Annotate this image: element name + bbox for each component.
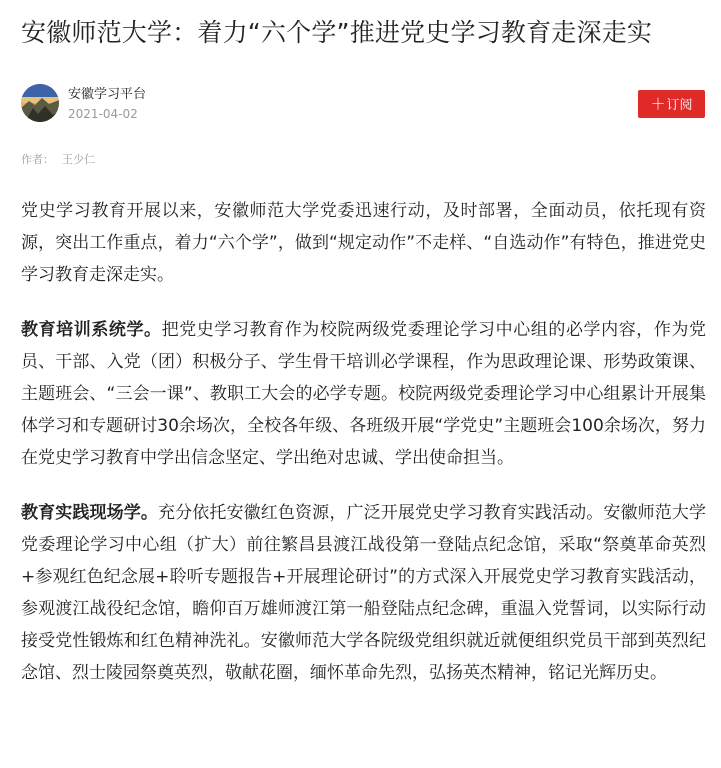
subscribe-label: 订阅	[666, 98, 693, 113]
paragraph-text: 党史学习教育开展以来，安徽师范大学党委迅速行动，及时部署，全面动员，依托现有资源，突出工作重点，着力“六个学”，做到“规定动作”不走样、“自选动作”有特色，推进党史学习教育走深走实。	[21, 201, 706, 285]
article-paragraph	[21, 314, 706, 474]
account-name[interactable]: 安徽学习平台	[68, 87, 147, 102]
author-bar	[21, 84, 705, 124]
account-avatar[interactable]	[21, 84, 59, 122]
article-title: 安徽师范大学：着力“六个学”推进党史学习教育走深走实	[21, 18, 653, 47]
article-paragraph	[21, 195, 706, 291]
byline-author: 王少仁	[62, 153, 95, 166]
paragraph-lead: 教育实践现场学。	[21, 503, 159, 523]
plus-icon: ＋	[650, 95, 666, 113]
paragraph-text: 把党史学习教育作为校院两级党委理论学习中心组的必学内容，作为党员、干部、入党（团）积极分子、学生骨干培训必学课程，作为思政理论课、形势政策课、主题班会、“三会一课”、教职工大会的必学专题。校院两级党委理论学习中心组累计开展集体学习和专题研讨30余场次，全校各年级、各班级开展“学党史”主题班会100余场次，努力在党史学习教育中学出信念坚定、学出绝对忠诚、学出使命担当。	[21, 320, 707, 468]
article-paragraph	[21, 497, 706, 689]
subscribe-button[interactable]	[638, 90, 705, 118]
avatar-landscape-image	[21, 84, 59, 122]
byline	[21, 152, 95, 168]
paragraph-lead: 教育培训系统学。	[21, 320, 162, 340]
publish-date: 2021-04-02	[68, 107, 138, 121]
byline-label: 作者：	[21, 153, 54, 166]
article-body	[21, 195, 706, 712]
paragraph-text: 充分依托安徽红色资源，广泛开展党史学习教育实践活动。安徽师范大学党委理论学习中心组（扩大）前往繁昌县渡江战役第一登陆点纪念馆，采取“祭奠革命英烈+参观红色纪念展+聆听专题报告+开展理论研讨”的方式深入开展党史学习教育实践活动，参观渡江战役纪念馆，瞻仰百万雄师渡江第一船登陆点纪念碑，重温入党誓词，以实际行动接受党性锻炼和红色精神洗礼。安徽师范大学各院级党组织就近就便组织党员干部到英烈纪念馆、烈士陵园祭奠英烈，敬献花圈，缅怀革命先烈，弘扬英杰精神，铭记光辉历史。	[21, 503, 707, 683]
